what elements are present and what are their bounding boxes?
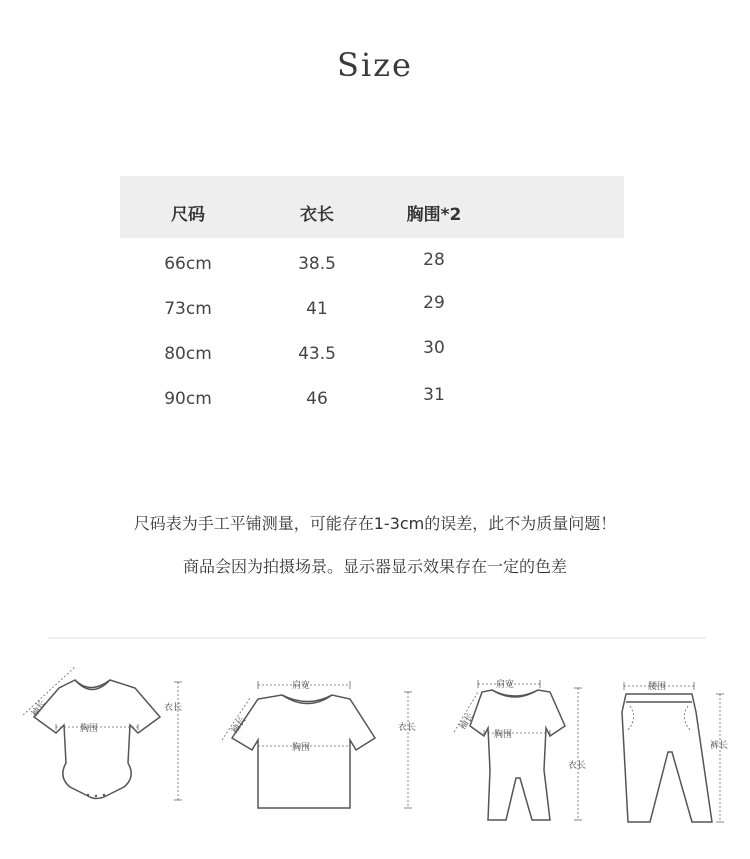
tshirt-shoulder-label: 肩宽 <box>292 681 311 691</box>
divider <box>48 637 706 639</box>
romper-chest-label: 胸围 <box>494 730 513 740</box>
bodysuit-length-label: 衣长 <box>164 703 183 713</box>
table-cell: 30 <box>423 338 445 358</box>
table-cell: 43.5 <box>298 344 336 364</box>
header-size: 尺码 <box>171 205 205 225</box>
romper-diagram <box>440 670 600 830</box>
header-chest: 胸围*2 <box>406 205 462 225</box>
measurement-note: 尺码表为手工平铺测量，可能存在1-3cm的误差，此不为质量问题！ <box>133 514 617 533</box>
table-cell: 73cm <box>164 299 212 319</box>
table-cell: 41 <box>306 299 328 319</box>
page-title: Size <box>337 46 413 84</box>
pants-waist-label: 腰围 <box>648 682 667 692</box>
table-cell: 29 <box>423 293 445 313</box>
color-note: 商品会因为拍摄场景。显示器显示效果存在一定的色差 <box>182 557 567 576</box>
table-cell: 46 <box>306 389 328 409</box>
bodysuit-chest-label: 胸围 <box>80 724 99 734</box>
pants-length-label: 裤长 <box>710 741 729 751</box>
tshirt-sleeve-label: 袖长 <box>229 715 249 737</box>
pants-diagram <box>600 672 748 832</box>
romper-length-label: 衣长 <box>568 761 587 771</box>
tshirt-chest-label: 胸围 <box>292 743 311 753</box>
table-cell: 38.5 <box>298 254 336 274</box>
table-cell: 28 <box>423 250 445 270</box>
table-cell: 80cm <box>164 344 212 364</box>
pants-outline <box>622 694 712 822</box>
bodysuit-sleeve-label: 袖长 <box>29 698 49 720</box>
romper-shoulder-label: 肩宽 <box>496 680 515 690</box>
tshirt-length-label: 衣长 <box>398 723 417 733</box>
table-cell: 31 <box>423 385 445 405</box>
bodysuit-outline <box>34 680 160 799</box>
table-cell: 66cm <box>164 254 212 274</box>
tshirt-diagram <box>210 670 430 820</box>
romper-outline <box>470 690 565 820</box>
bodysuit-diagram <box>10 655 200 815</box>
header-length: 衣长 <box>300 205 334 225</box>
romper-sleeve-label: 袖长 <box>457 711 477 733</box>
table-cell: 90cm <box>164 389 212 409</box>
